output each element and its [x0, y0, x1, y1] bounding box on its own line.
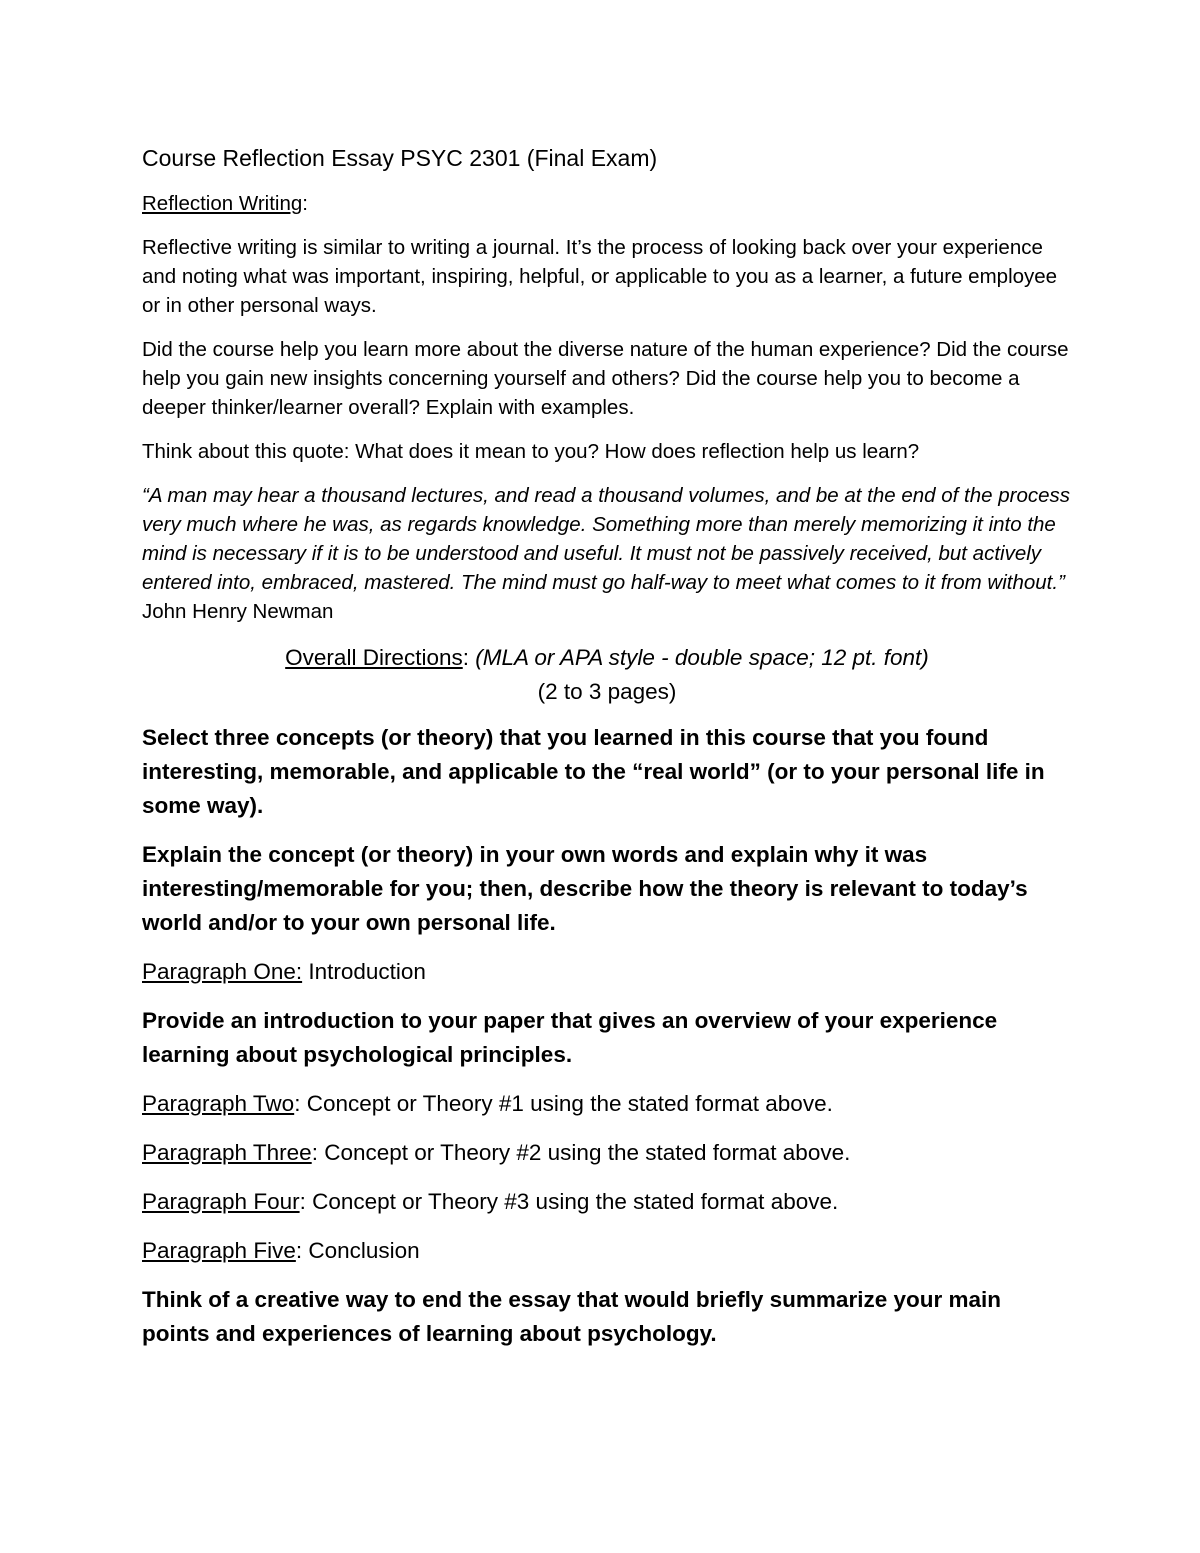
quote-author: John Henry Newman	[142, 600, 334, 623]
intro-paragraph: Reflective writing is similar to writing a journal. It’s the process of looking back over your experience and noting what was important, inspiring, helpful, or applicable to you as a learner, a future employee or in other personal ways.	[142, 236, 1058, 317]
quote-block	[142, 481, 1072, 626]
paragraph-one-heading	[142, 955, 1072, 989]
paragraph-two-heading	[142, 1087, 1072, 1121]
select-concepts-paragraph: Select three concepts (or theory) that you learned in this course that you found interesting, memorable, and applicable to the “real world” (or to your personal life in some way).	[142, 725, 1045, 818]
paragraph-two-label: Paragraph Two	[142, 1091, 295, 1116]
paragraph-five-label: Paragraph Five	[142, 1238, 296, 1263]
directions-label: Overall Directions	[285, 645, 463, 670]
explain-concept-paragraph: Explain the concept (or theory) in your own words and explain why it was interesting/memorable for you; then, describe how the theory is relevant to today’s world and/or to your own personal life.	[142, 842, 1028, 935]
paragraph-two-text: : Concept or Theory #1 using the stated format above.	[294, 1091, 833, 1116]
reflection-heading-label: Reflection Writing	[142, 192, 303, 215]
paragraph-four-label: Paragraph Four	[142, 1189, 300, 1214]
document-page	[142, 140, 1072, 1366]
reflection-heading-colon: :	[302, 192, 308, 215]
overall-directions	[142, 641, 1072, 709]
quote-prompt: Think about this quote: What does it mean to you? How does reflection help us learn?	[142, 440, 920, 463]
paragraph-five-heading	[142, 1234, 1072, 1268]
paragraph-four-text: : Concept or Theory #3 using the stated format above.	[299, 1189, 839, 1214]
paragraph-three-text: : Concept or Theory #2 using the stated format above.	[311, 1140, 851, 1165]
paragraph-one-label: Paragraph One:	[142, 959, 303, 984]
directions-colon: :	[462, 645, 476, 670]
quote-text: “A man may hear a thousand lectures, and read a thousand volumes, and be at the end of the process very much where he was, as regards knowledge. Something more than merely memorizing it into the mind is necessary if it is to be understood and useful. It must not be passively received, but actively entered into, embraced, mastered. The mind must go half-way to meet what comes to it from without.”	[142, 484, 1071, 594]
paragraph-one-text: Introduction	[302, 959, 426, 984]
conclusion-instructions: Think of a creative way to end the essay that would briefly summarize your main points and experiences of learning about psychology.	[142, 1287, 1001, 1346]
introduction-instructions: Provide an introduction to your paper that gives an overview of your experience learning about psychological principles.	[142, 1008, 998, 1067]
directions-pages: (2 to 3 pages)	[537, 679, 677, 704]
paragraph-four-heading	[142, 1185, 1072, 1219]
directions-line	[142, 641, 1072, 675]
reflection-heading	[142, 189, 1072, 218]
paragraph-three-heading	[142, 1136, 1072, 1170]
document-title: Course Reflection Essay PSYC 2301 (Final Exam)	[142, 145, 658, 171]
paragraph-three-label: Paragraph Three	[142, 1140, 312, 1165]
paragraph-five-text: : Conclusion	[295, 1238, 420, 1263]
questions-paragraph: Did the course help you learn more about the diverse nature of the human experience? Did the course help you gain new insights concerning yourself and others? Did the course help you to become a deeper thinker/learner overall? Explain with examples.	[142, 338, 1069, 419]
directions-style: (MLA or APA style - double space; 12 pt. font)	[475, 645, 929, 670]
